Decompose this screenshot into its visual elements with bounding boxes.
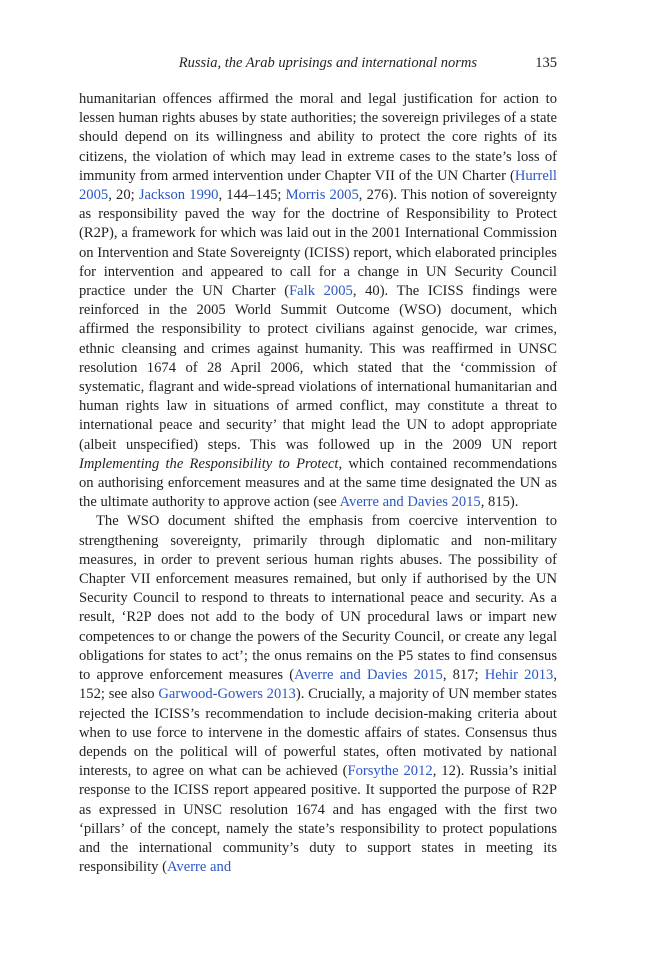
running-title: Russia, the Arab uprisings and international norms bbox=[178, 55, 477, 71]
text-run: , 144–145; bbox=[218, 187, 286, 204]
text-run: , 817; bbox=[442, 667, 485, 684]
page-number: 135 bbox=[535, 55, 557, 71]
text-run: , 40). The ICISS findings were reinforced in the 2005 World Summit Outcome (WSO) document, which affirmed the responsibility to protect civilians against genocide, war crimes, ethnic cleansing and crimes against humanity. This was reaffirmed in UNSC resolution 1674 of 28 April 2006, which stated that the ‘commission of systematic, flagrant and wide-spread violations of international humanitarian and human rights law in situations of armed conflict, may constitute a threat to international peace and security’ that might lead the UN to adopt appropriate (albeit unspecified) steps. This was followed up in the 2009 UN report bbox=[79, 283, 558, 453]
running-header bbox=[79, 53, 557, 73]
citation-link[interactable]: Forsythe 2012 bbox=[347, 763, 433, 780]
paragraph-2 bbox=[79, 512, 557, 877]
text-run: , 20; bbox=[108, 187, 139, 204]
citation-link[interactable]: Averre and Davies 2015 bbox=[339, 494, 481, 511]
citation-link[interactable]: Hurrell 2005 bbox=[79, 167, 557, 204]
italic-title: Implementing the Responsibility to Protect bbox=[79, 455, 339, 472]
citation-link[interactable]: Morris 2005 bbox=[285, 187, 359, 204]
body-text bbox=[79, 90, 557, 877]
text-run: ). Crucially, a majority of UN member states rejected the ICISS’s recommendation to include decision-making criteria about when to use force to intervene in the domestic affairs of states. Consensus thus depends on the political will of powerful states, often motivated by national interests, to agree on what can be achieved ( bbox=[79, 686, 557, 780]
text-run: , 815). bbox=[480, 494, 519, 511]
text-run: , 276). This notion of sovereignty as responsibility paved the way for the doctrine of Responsibility to Protect (R2P), a framework for which was laid out in the 2001 International Commission on Intervention and State Sovereignty (ICISS) report, which elaborated principles for intervention and appeared to call for a change in UN Security Council practice under the UN Charter ( bbox=[79, 187, 557, 300]
citation-link[interactable]: Averre and bbox=[166, 859, 232, 876]
citation-link[interactable]: Hehir 2013 bbox=[484, 667, 554, 684]
paragraph-1 bbox=[79, 90, 557, 512]
citation-link[interactable]: Averre and Davies 2015 bbox=[294, 667, 443, 684]
citation-link[interactable]: Jackson 1990 bbox=[138, 187, 219, 204]
citation-link[interactable]: Garwood-Gowers 2013 bbox=[158, 686, 296, 703]
text-run: The WSO document shifted the emphasis from coercive intervention to strengthening sovereignty, primarily through diplomatic and non-military measures, in order to prevent serious human rights abuses. The possibility of Chapter VII enforcement measures remained, but only if authorised by the UN Security Council to respond to threats to international peace and security. As a result, ‘R2P does not add to the body of UN procedural laws or impart new competences to or change the powers of the Security Council, or create any legal obligations for states to act’; the onus remains on the P5 states to find consensus to approve enforcement measures ( bbox=[79, 513, 557, 684]
citation-link[interactable]: Falk 2005 bbox=[289, 283, 353, 300]
text-run: , 152; see also bbox=[79, 667, 558, 703]
text-run: , which contained recommendations on authorising enforcement measures and at the same time designated the UN as the ultimate authority to approve action (see bbox=[79, 455, 558, 511]
text-run: , 12). Russia’s initial response to the ICISS report appeared positive. It supported the purpose of R2P as expressed in UNSC resolution 1674 and has engaged with the first two ‘pillars’ of the concept, namely the state’s responsibility to protect populations and the international community’s duty to support states in meeting its responsibility ( bbox=[79, 763, 557, 876]
text-run: humanitarian offences affirmed the moral and legal justification for action to lessen human rights abuses by state authorities; the sovereign privileges of a state should depend on its willingness and ability to protect the core rights of its citizens, the violation of which may lead in extreme cases to the state’s loss of immunity from armed intervention under Chapter VII of the UN Charter ( bbox=[79, 91, 557, 184]
